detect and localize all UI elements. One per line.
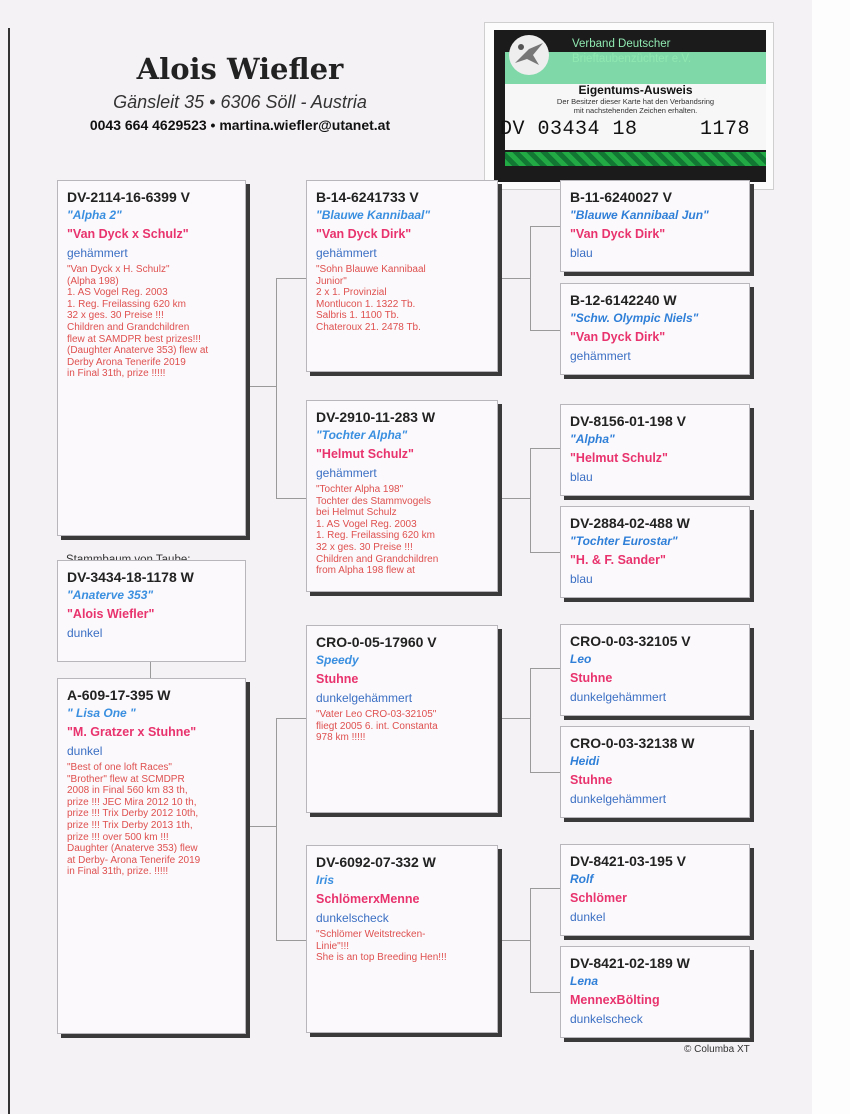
pigeon-name: Heidi bbox=[570, 754, 600, 768]
pigeon-notes: "Sohn Blauwe Kannibaal Junior" 2 x 1. Provinzial Montlucon 1. 1322 Tb. Salbris 1. 1100 Tb. Chateroux 21. 2478 Tb. bbox=[316, 264, 426, 333]
card-small-line2: mit nachstehenden Zeichen erhalten. bbox=[573, 105, 698, 115]
connector bbox=[500, 498, 530, 499]
pigeon-color: blau bbox=[570, 572, 593, 586]
connector bbox=[276, 718, 306, 719]
breeder-name: Schlömer bbox=[570, 891, 627, 905]
pigeon-name: Lena bbox=[570, 974, 599, 988]
pigeon-color: gehämmert bbox=[570, 349, 631, 363]
breeder-name: "Helmut Schulz" bbox=[316, 447, 414, 461]
ring-number: DV-2884-02-488 W bbox=[570, 515, 690, 531]
pigeon-notes: "Schlömer Weitstrecken- Linie"!!! She is an top Breeding Hen!!! bbox=[316, 929, 447, 964]
pigeon-color: dunkelscheck bbox=[316, 911, 389, 925]
breeder-name: "Alois Wiefler" bbox=[67, 607, 155, 621]
connector bbox=[500, 278, 530, 279]
ring-number: DV-2910-11-283 W bbox=[316, 409, 436, 425]
connector bbox=[530, 772, 560, 773]
pigeon-notes: "Best of one loft Races" "Brother" flew at SCMDPR 2008 in Final 560 km 83 th, prize !!! JEC Mira 2012 10 th, prize !!! Trix Derby 2012 10th, prize !!! Trix Derby 2013 1th, prize !!! over 500 km !!! Daughter (Anaterve 353) flew at Derby- Arona Tenerife 2019 in Final 31th, prize. !!!!! bbox=[67, 762, 201, 878]
pedigree-box-mm bbox=[306, 845, 498, 1033]
ring-number: DV-8421-02-189 W bbox=[570, 955, 690, 971]
card-small-line1: Der Besitzer dieser Karte hat den Verbandsring bbox=[556, 97, 715, 106]
breeder-name: "M. Gratzer x Stuhne" bbox=[67, 725, 197, 739]
breeder-name: "H. & F. Sander" bbox=[570, 553, 666, 567]
connector bbox=[530, 448, 560, 449]
ring-number: B-12-6142240 W bbox=[570, 292, 677, 308]
card-title: Eigentums-Ausweis bbox=[578, 83, 693, 97]
pigeon-color: gehämmert bbox=[316, 246, 377, 260]
card-org-line1: Verband Deutscher bbox=[572, 38, 671, 50]
ring-number: DV-8421-03-195 V bbox=[570, 853, 686, 869]
pigeon-name: "Tochter Eurostar" bbox=[570, 534, 678, 548]
connector bbox=[500, 718, 530, 719]
connector bbox=[530, 226, 531, 330]
connector bbox=[530, 992, 560, 993]
pigeon-color: blau bbox=[570, 246, 593, 260]
connector bbox=[150, 662, 151, 678]
breeder-name: Stuhne bbox=[316, 672, 359, 686]
pigeon-color: gehämmert bbox=[316, 466, 377, 480]
ring-number: DV-6092-07-332 W bbox=[316, 854, 436, 870]
pedigree-box-ffm bbox=[560, 283, 750, 375]
breeder-name: "Van Dyck Dirk" bbox=[570, 227, 666, 241]
connector bbox=[530, 668, 560, 669]
pigeon-name: Speedy bbox=[316, 653, 359, 667]
ring-number: A-609-17-395 W bbox=[67, 687, 171, 703]
card-pattern-strip bbox=[505, 152, 766, 166]
card-org-name bbox=[572, 37, 691, 67]
pedigree-box-fm bbox=[306, 400, 498, 592]
pigeon-name: "Tochter Alpha" bbox=[316, 428, 408, 442]
pigeon-color: dunkel bbox=[67, 744, 103, 758]
pigeon-name: "Alpha" bbox=[570, 432, 615, 446]
ring-number: CRO-0-05-17960 V bbox=[316, 634, 437, 650]
pigeon-color: dunkelgehämmert bbox=[570, 792, 667, 806]
breeder-name: "Van Dyck Dirk" bbox=[316, 227, 412, 241]
connector bbox=[530, 888, 560, 889]
owner-name: Alois Wiefler bbox=[136, 52, 344, 86]
pigeon-color: dunkelgehämmert bbox=[570, 690, 667, 704]
connector bbox=[530, 668, 531, 772]
pedigree-box-father bbox=[57, 180, 246, 536]
pedigree-box-ff bbox=[306, 180, 498, 372]
card-ring-number: DV 03434 18 1178 bbox=[500, 118, 751, 141]
pedigree-box-mmf bbox=[560, 844, 750, 936]
page-edge bbox=[8, 28, 10, 1114]
connector bbox=[530, 888, 531, 992]
ring-number: DV-2114-16-6399 V bbox=[67, 189, 190, 205]
pedigree-box-fff bbox=[560, 180, 750, 272]
pigeon-color: dunkel bbox=[570, 910, 606, 924]
pigeon-notes: "Vater Leo CRO-03-32105" fliegt 2005 6. int. Constanta 978 km !!!!! bbox=[316, 709, 438, 744]
connector bbox=[276, 278, 277, 498]
breeder-name: "Van Dyck Dirk" bbox=[570, 330, 666, 344]
breeder-name: "Helmut Schulz" bbox=[570, 451, 668, 465]
owner-contact: 0043 664 4629523 • martina.wiefler@utanet.at bbox=[89, 117, 391, 133]
pedigree-box-subject bbox=[57, 560, 246, 662]
pigeon-notes: "Tochter Alpha 198" Tochter des Stammvogels bei Helmut Schulz 1. AS Vogel Reg. 2003 1. Reg. Freilassing 620 km 32 x ges. 30 Preise !!! Children and Grandchildren from Alpha 198 flew at bbox=[316, 484, 439, 577]
connector bbox=[276, 718, 277, 940]
software-credit: © Columba XT bbox=[684, 1044, 750, 1055]
pedigree-box-mfm bbox=[560, 726, 750, 818]
ring-number: B-14-6241733 V bbox=[316, 189, 419, 205]
breeder-name: MennexBölting bbox=[570, 993, 660, 1007]
pigeon-name: "Alpha 2" bbox=[67, 208, 122, 222]
ring-number: DV-3434-18-1178 W bbox=[67, 569, 194, 585]
owner-address: Gänsleit 35 • 6306 Söll - Austria bbox=[113, 92, 367, 112]
pedigree-box-fmm bbox=[560, 506, 750, 598]
pigeon-name: "Blauwe Kannibaal Jun" bbox=[570, 208, 709, 222]
pedigree-box-mf bbox=[306, 625, 498, 813]
pigeon-color: blau bbox=[570, 470, 593, 484]
scan-margin bbox=[812, 0, 850, 1114]
connector bbox=[530, 552, 560, 553]
pigeon-color: dunkelscheck bbox=[570, 1012, 643, 1026]
pigeon-color: dunkelgehämmert bbox=[316, 691, 413, 705]
ring-number: B-11-6240027 V bbox=[570, 189, 672, 205]
ring-number: CRO-0-03-32138 W bbox=[570, 735, 695, 751]
pedigree-box-fmf bbox=[560, 404, 750, 496]
connector bbox=[276, 940, 306, 941]
card-small-text bbox=[505, 98, 766, 115]
dove-icon bbox=[509, 35, 549, 75]
ring-number: DV-8156-01-198 V bbox=[570, 413, 686, 429]
pedigree-box-mff bbox=[560, 624, 750, 716]
pigeon-name: "Anaterve 353" bbox=[67, 588, 154, 602]
pigeon-name: " Lisa One " bbox=[67, 706, 136, 720]
pigeon-name: Rolf bbox=[570, 872, 594, 886]
connector bbox=[530, 330, 560, 331]
connector bbox=[530, 226, 560, 227]
ring-number: CRO-0-03-32105 V bbox=[570, 633, 691, 649]
card-org-line2: Brieftaubenzüchter e.V. bbox=[572, 53, 692, 65]
connector bbox=[530, 448, 531, 552]
breeder-name: Stuhne bbox=[570, 773, 613, 787]
pedigree-box-mother bbox=[57, 678, 246, 1034]
connector bbox=[500, 940, 530, 941]
pigeon-name: "Schw. Olympic Niels" bbox=[570, 311, 699, 325]
connector bbox=[250, 826, 276, 827]
pigeon-name: "Blauwe Kannibaal" bbox=[316, 208, 431, 222]
connector bbox=[250, 386, 276, 387]
connector bbox=[276, 278, 306, 279]
breeder-name: "Van Dyck x Schulz" bbox=[67, 227, 189, 241]
pigeon-color: gehämmert bbox=[67, 246, 128, 260]
breeder-name: Stuhne bbox=[570, 671, 613, 685]
pigeon-name: Iris bbox=[316, 873, 335, 887]
pigeon-notes: "Van Dyck x H. Schulz" (Alpha 198) 1. AS Vogel Reg. 2003 1. Reg. Freilassing 620 km 32 x ges. 30 Preise !!! Children and Grandchildren flew at SAMDPR best prizes!!! (Daughter Anaterve 353) flew at Derby Arona Tenerife 2019 in Final 31th, prize !!!!! bbox=[67, 264, 209, 380]
pedigree-box-mmm bbox=[560, 946, 750, 1038]
breeder-name: SchlömerxMenne bbox=[316, 892, 420, 906]
connector bbox=[276, 498, 306, 499]
pigeon-color: dunkel bbox=[67, 626, 103, 640]
pigeon-name: Leo bbox=[570, 652, 592, 666]
